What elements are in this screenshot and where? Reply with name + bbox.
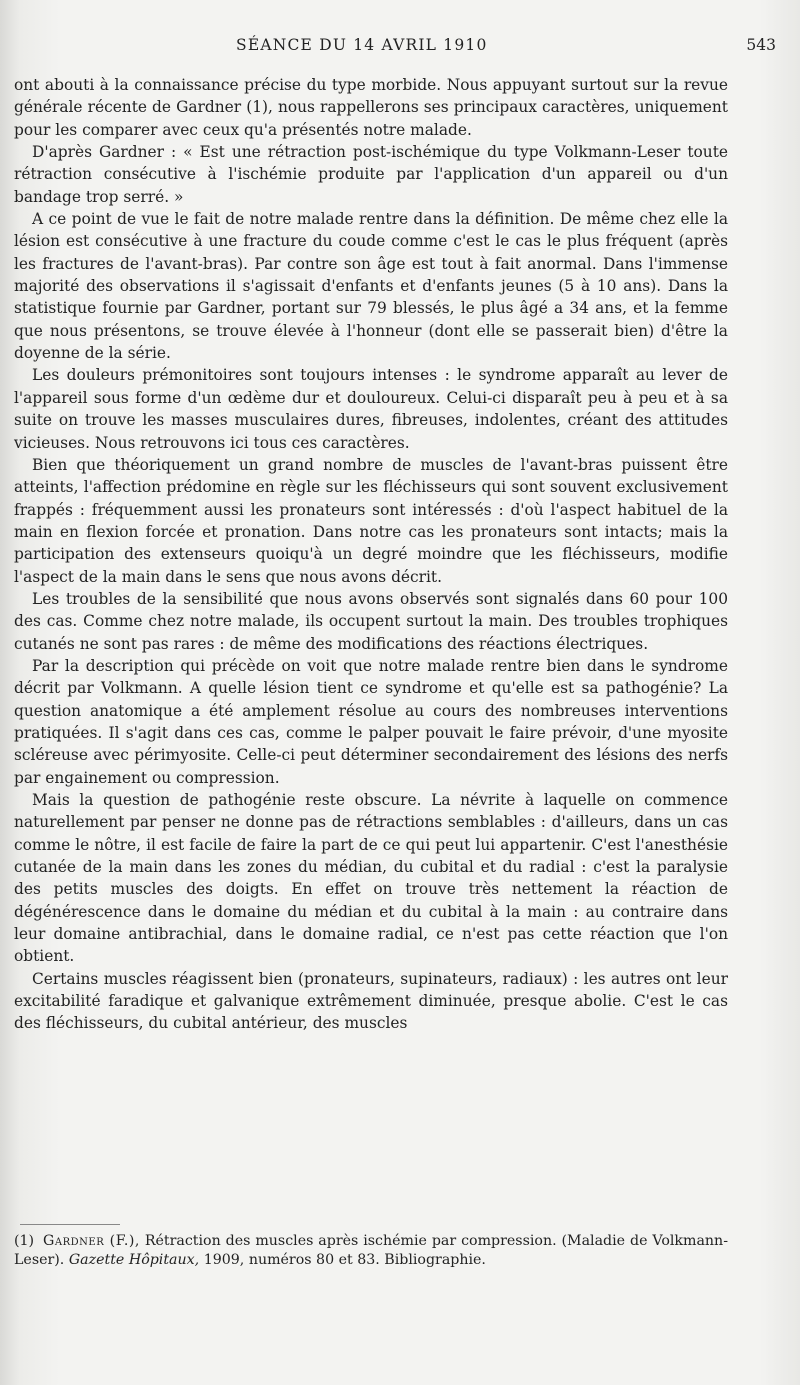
paragraph: Mais la question de pathogénie reste obscure. La névrite à laquelle on commence naturellement par penser ne donne pas de rétractions semblables : d'ailleurs, dans un cas comme le nôtre, il est facile de faire la part de ce qui peut lui appartenir. C'est l'anesthésie cutanée de la main dans les zones du médian, du cubital et du radial : c'est la paralysie des petits muscles des doigts. En effet on trouve très nettement la réaction de dégénérescence dans le domaine du médian et du cubital à la main : au contraire dans leur domaine antibrachial, dans le domaine radial, ce n'est pas cette réaction que l'on obtient.: [14, 791, 728, 966]
footnote-journal: Gazette Hôpitaux,: [68, 1252, 200, 1268]
page-header: [0, 36, 800, 60]
page-number: 543: [746, 36, 776, 54]
paragraph: Bien que théoriquement un grand nombre de muscles de l'avant-bras puissent être atteints, l'affection prédomine en règle sur les fléchisseurs qui sont souvent exclusivement frappés : fréquemment aussi les pronateurs sont intéressés : d'où l'aspect habituel de la main en flexion forcée et pronation. Dans notre cas les pronateurs sont intacts; mais la participation des extenseurs quoiqu'à un degré moindre que les fléchisseurs, modifie l'aspect de la main dans le sens que nous avons décrit.: [14, 455, 728, 586]
paragraph: Les douleurs prémonitoires sont toujours intenses : le syndrome apparaît au lever de l'appareil sous forme d'un œdème dur et douloureux. Celui-ci disparaît peu à peu et à sa suite on trouve les masses musculaires dures, fibreuses, indolentes, créant des attitudes vicieuses. Nous retrouvons ici tous ces caractères.: [14, 366, 728, 452]
paragraph: A ce point de vue le fait de notre malade rentre dans la définition. De même chez elle la lésion est consécutive à une fracture du coude comme c'est le cas le plus fréquent (après les fractures de l'avant-bras). Par contre son âge est tout à fait anormal. Dans l'immense majorité des observations il s'agissait d'enfants et d'enfants jeunes (5 à 10 ans). Dans la statistique fournie par Gardner, portant sur 79 blessés, le plus âgé a 34 ans, et la femme que nous présentons, se trouve élevée à l'honneur (dont elle se passerait bien) d'être la doyenne de la série.: [14, 210, 728, 363]
paragraph: D'après Gardner : « Est une rétraction post-ischémique du type Volkmann-Leser toute rétraction consécutive à l'ischémie produite par l'application d'un appareil ou d'un bandage trop serré. »: [14, 143, 728, 206]
paragraph: ont abouti à la connaissance précise du type morbide. Nous appuyant surtout sur la revue générale récente de Gardner (1), nous rappellerons ses principaux caractères, uniquement pour les comparer avec ceux qu'a présentés notre malade.: [14, 76, 728, 139]
paragraph: Certains muscles réagissent bien (pronateurs, supinateurs, radiaux) : les autres ont leur excitabilité faradique et galvanique extrêmement diminuée, presque abolie. C'est le cas des fléchisseurs, du cubital antérieur, des muscles: [14, 969, 728, 1033]
body-text: [14, 74, 728, 1035]
paragraph: Les troubles de la sensibilité que nous avons observés sont signalés dans 60 pour 100 des cas. Comme chez notre malade, ils occupent surtout la main. Des troubles trophiques cutanés ne sont pas rares : de même des modifications des réactions électriques.: [14, 589, 728, 653]
running-title: SÉANCE DU 14 AVRIL 1910: [236, 36, 488, 54]
footnote-divider: [20, 1224, 120, 1225]
footnote-text: Rétraction des muscles après ischémie par compression. (Maladie de Volkmann-Leser).: [14, 1233, 728, 1268]
footnote-marker: (1): [14, 1233, 35, 1249]
paragraph: Par la description qui précède on voit que notre malade rentre bien dans le syndrome décrit par Volkmann. A quelle lésion tient ce syndrome et qu'elle est sa pathogénie? La question anatomique a été amplement résolue au cours des nombreuses interventions pratiquées. Il s'agit dans ces cas, comme le palper pouvait le faire prévoir, d'une myosite scléreuse avec périmyosite. Celle-ci peut déterminer secondairement des lésions des nerfs par engainement ou compression.: [14, 656, 728, 787]
footnote-author: Gardner (F.),: [43, 1233, 140, 1249]
footnote: [14, 1232, 728, 1270]
footnote-details: 1909, numéros 80 et 83. Bibliographie.: [203, 1252, 486, 1268]
